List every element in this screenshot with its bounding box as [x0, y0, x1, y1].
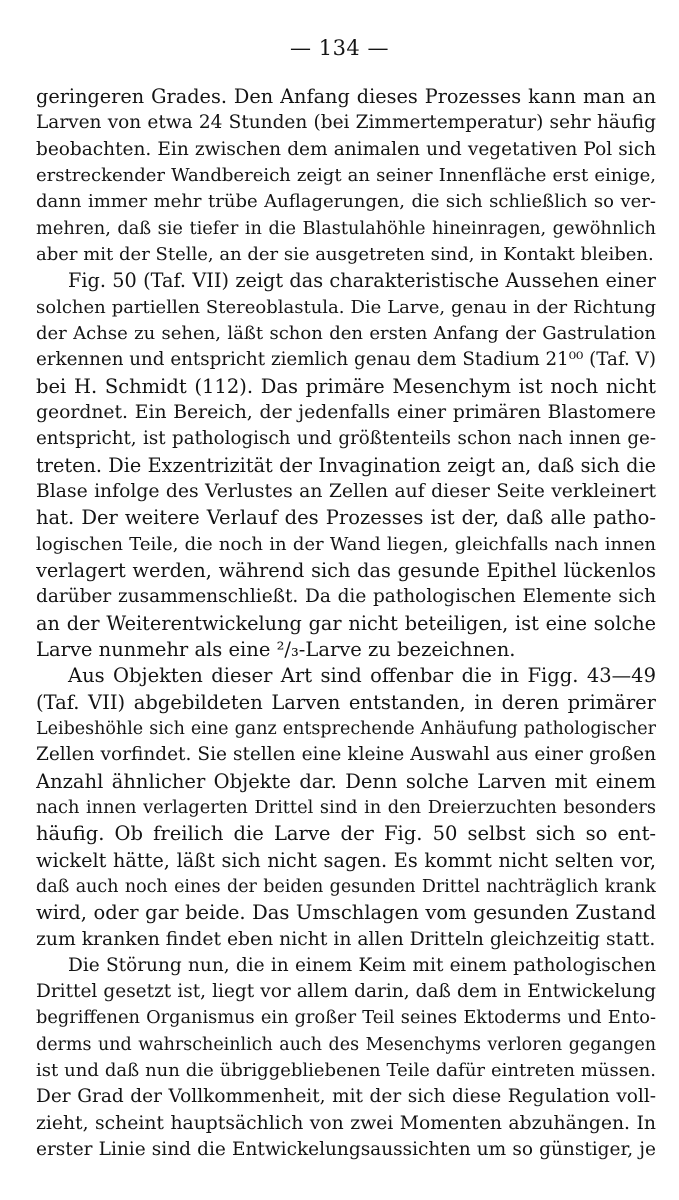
text-line: treten. Die Exzentrizität der Invagination zeigt an, daß sich die — [36, 453, 656, 477]
text-line: Larve nunmehr als eine ²/₃-Larve zu bezeichnen. — [36, 637, 516, 661]
text-line: beobachten. Ein zwischen dem animalen und vegetativen Pol sich — [36, 138, 656, 160]
text-line: zieht, scheint hauptsächlich von zwei Momenten abzuhängen. In — [36, 1112, 656, 1134]
text-line: Larven von etwa 24 Stunden (bei Zimmertemperatur) sehr häufig — [36, 112, 656, 134]
text-line: zum kranken findet eben nicht in allen Dritteln gleichzeitig statt. — [36, 928, 656, 950]
text-line: Blase infolge des Verlustes an Zellen auf dieser Seite verkleinert — [36, 480, 656, 502]
text-line: geringeren Grades. Den Anfang dieses Prozesses kann man an — [36, 85, 656, 108]
text-line: aber mit der Stelle, an der sie ausgetreten sind, in Kontakt bleiben. — [36, 243, 654, 265]
text-line: der Achse zu sehen, läßt schon den ersten Anfang der Gastrulation — [36, 322, 656, 344]
text-line: Die Störung nun, die in einem Keim mit einem pathologischen — [68, 954, 656, 976]
text-line: entspricht, ist pathologisch und größtenteils schon nach innen ge- — [36, 428, 656, 450]
text-line: solchen partiellen Stereoblastula. Die Larve, genau in der Richtung — [36, 296, 656, 318]
text-line: geordnet. Ein Bereich, der jedenfalls einer primären Blastomere — [36, 401, 656, 423]
text-line: nach innen verlagerten Drittel sind in den Dreierzuchten besonders — [36, 797, 656, 818]
text-line: (Taf. VII) abgebildeten Larven entstanden, in deren primärer — [36, 690, 656, 714]
text-line: wird, oder gar beide. Das Umschlagen vom gesunden Zustand — [36, 901, 656, 925]
text-line: begriffenen Organismus ein großer Teil seines Ektoderms und Ento- — [36, 1008, 656, 1029]
text-line: logischen Teile, die noch in der Wand liegen, gleichfalls nach innen — [36, 533, 656, 555]
text-line: darüber zusammenschließt. Da die pathologischen Elemente sich — [36, 586, 656, 608]
text-line: Der Grad der Vollkommenheit, mit der sich diese Regulation voll- — [36, 1086, 656, 1108]
body-text — [36, 84, 656, 1163]
text-line: Zellen vorfindet. Sie stellen eine kleine Auswahl aus einer großen — [36, 744, 656, 766]
text-line: wickelt hätte, läßt sich nicht sagen. Es kommt nicht selten vor, — [36, 848, 656, 872]
text-line: mehren, daß sie tiefer in die Blastulahöhle hineinragen, gewöhnlich — [36, 218, 656, 239]
text-line: erstreckender Wandbereich zeigt an seiner Innenfläche erst einige, — [36, 164, 656, 186]
text-line: ist und daß nun die übriggebliebenen Teile dafür eintreten müssen. — [36, 1060, 656, 1082]
text-line: Anzahl ähnlicher Objekte dar. Denn solche Larven mit einem — [36, 769, 656, 793]
text-line: verlagert werden, während sich das gesunde Epithel lückenlos — [36, 558, 656, 582]
text-line: Fig. 50 (Taf. VII) zeigt das charakteristische Aussehen einer — [68, 269, 656, 293]
text-line: Leibeshöhle sich eine ganz entsprechende Anhäufung pathologischer — [36, 718, 656, 739]
text-line: daß auch noch eines der beiden gesunden Drittel nachträglich krank — [36, 876, 656, 897]
text-line: Aus Objekten dieser Art sind offenbar die in Figg. 43—49 — [68, 664, 656, 688]
text-line: an der Weiterentwickelung gar nicht beteiligen, ist eine solche — [36, 611, 656, 635]
text-line: erster Linie sind die Entwickelungsaussichten um so günstiger, je — [36, 1139, 656, 1161]
text-line: erkennen und entspricht ziemlich genau dem Stadium 21⁰⁰ (Taf. V) — [36, 349, 656, 371]
page-number: — 134 — — [290, 36, 389, 60]
text-line: bei H. Schmidt (112). Das primäre Mesenchym ist noch nicht — [36, 374, 656, 398]
text-line: Drittel gesetzt ist, liegt vor allem darin, daß dem in Entwickelung — [36, 981, 656, 1003]
text-line: derms und wahrscheinlich auch des Mesenchyms verloren gegangen — [36, 1034, 656, 1055]
text-line: häufig. Ob freilich die Larve der Fig. 50 selbst sich so ent- — [36, 822, 656, 846]
text-line: hat. Der weitere Verlauf des Prozesses ist der, daß alle patho- — [36, 506, 656, 530]
text-line: dann immer mehr trübe Auflagerungen, die sich schließlich so ver- — [36, 191, 656, 213]
